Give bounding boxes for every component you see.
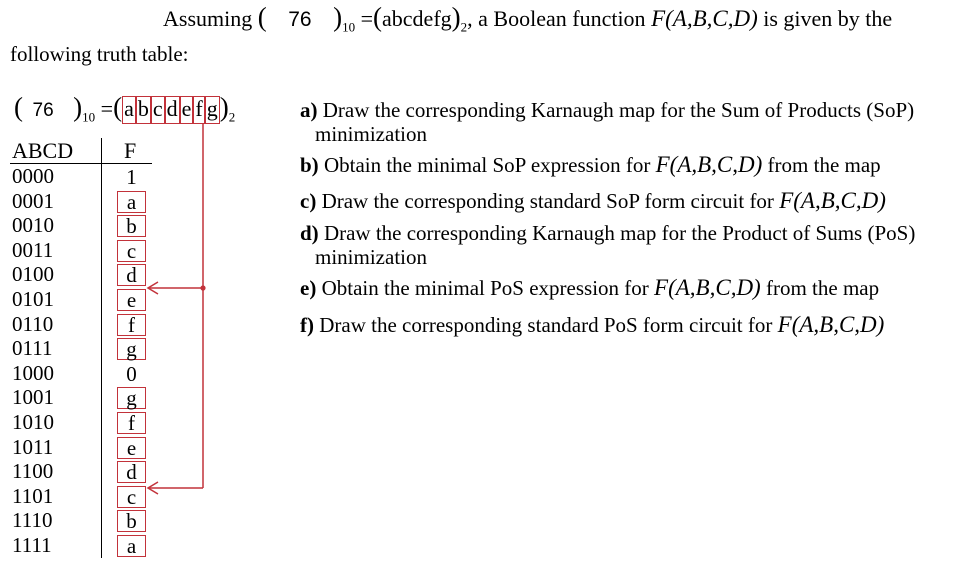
table-row-inputs: 1110 — [12, 508, 53, 533]
intro-line-2: following truth table: — [10, 42, 189, 66]
mapping-digit-box: a — [122, 96, 136, 124]
table-row-inputs: 1000 — [12, 360, 54, 385]
arrowhead-lower — [148, 482, 158, 494]
intro-middle: , a Boolean function — [467, 6, 646, 31]
table-header-inputs: ABCD — [12, 138, 74, 163]
mapping-digit-box: b — [136, 96, 151, 124]
question-text: Obtain the minimal SoP expression for — [323, 153, 651, 177]
question-text-continued: minimization — [315, 122, 427, 146]
table-row-output: 1 — [126, 165, 137, 189]
table-row-inputs: 0011 — [12, 237, 54, 262]
question-item — [300, 153, 881, 177]
table-row-inputs: 1001 — [12, 385, 54, 410]
question-item — [300, 221, 915, 269]
intro-binary-word: abcdefg — [382, 6, 452, 31]
question-text: Draw the corresponding Karnaugh map for the Product of Sums (PoS) — [323, 221, 916, 245]
table-row-inputs: 0110 — [12, 311, 54, 336]
mapping-digit-box: f — [193, 96, 204, 124]
table-row-inputs: 1100 — [12, 459, 54, 484]
table-row-inputs: 1101 — [12, 483, 54, 508]
mapping-digit-box: e — [180, 96, 194, 124]
table-row-inputs: 0001 — [12, 188, 54, 213]
question-text: Draw the corresponding Karnaugh map for the Sum of Products (SoP) — [322, 98, 915, 122]
question-after: from the map — [765, 276, 880, 300]
table-row-output: e — [117, 289, 146, 311]
intro-line-1 — [163, 4, 892, 42]
question-function: F(A,B,C,D) — [655, 152, 763, 177]
open-paren-2: ( — [373, 2, 383, 32]
intro-assuming: Assuming — [163, 6, 253, 31]
map-base2: 2 — [228, 109, 236, 125]
question-tag: d) — [300, 221, 319, 245]
close-paren-2: ) — [451, 2, 461, 32]
table-row-inputs: 0111 — [12, 336, 53, 361]
map-open-paren: ( — [14, 92, 23, 122]
map-number: 76 — [32, 100, 54, 121]
question-tag: f) — [300, 313, 314, 337]
table-row-output: a — [117, 535, 146, 557]
map-close-paren: ) — [73, 92, 83, 122]
table-row-output: 0 — [126, 361, 137, 386]
table-row-output: a — [117, 191, 146, 213]
table-row-output: g — [117, 387, 146, 409]
mapping-digits — [122, 96, 220, 121]
table-row-output: f — [117, 314, 146, 336]
table-row-inputs: 1011 — [12, 434, 54, 459]
question-after: from the map — [767, 153, 881, 177]
table-row-output: e — [117, 437, 146, 459]
intro-base2: 2 — [460, 19, 468, 35]
question-tag: c) — [300, 189, 317, 213]
question-text: Draw the corresponding standard SoP form circuit for — [321, 189, 774, 213]
map-close-paren-2: ) — [219, 92, 229, 122]
question-tag: e) — [300, 276, 317, 300]
table-row-inputs: 1111 — [12, 533, 52, 557]
question-text-continued: minimization — [315, 245, 427, 269]
mapping-digit-box: c — [151, 96, 165, 124]
intro-number: 76 — [288, 8, 312, 31]
map-equals: = — [100, 96, 114, 121]
table-row-output: b — [117, 510, 146, 532]
table-row-output: f — [117, 412, 146, 434]
question-function: F(A,B,C,D) — [654, 275, 761, 300]
map-open-paren-2: ( — [113, 92, 123, 122]
intro-tail: is given by the — [763, 6, 893, 31]
table-row-output: d — [117, 461, 146, 483]
mapping-line — [14, 94, 235, 132]
table-vertical-rule — [101, 138, 102, 558]
question-text: Draw the corresponding standard PoS form circuit for — [319, 313, 773, 337]
table-row-output: c — [117, 240, 146, 262]
open-paren: ( — [257, 2, 267, 32]
table-row-inputs: 1010 — [12, 410, 54, 434]
intro-function: F(A,B,C,D) — [651, 6, 758, 31]
table-row-output: d — [117, 264, 146, 286]
table-row-output: g — [117, 338, 146, 360]
table-row-inputs: 0101 — [12, 287, 54, 311]
close-paren: ) — [333, 2, 343, 32]
question-tag: a) — [300, 98, 318, 122]
question-item — [300, 98, 914, 146]
question-text: Obtain the minimal PoS expression for — [321, 276, 649, 300]
table-header-output: F — [124, 138, 137, 163]
table-row-inputs: 0100 — [12, 262, 54, 287]
equals-sign: = — [360, 6, 374, 31]
question-tag: b) — [300, 153, 319, 177]
mapping-digit-box: d — [165, 96, 180, 124]
table-row-output: c — [117, 486, 146, 508]
question-item — [300, 189, 886, 213]
question-function: F(A,B,C,D) — [779, 188, 886, 213]
table-row-output: b — [117, 215, 146, 237]
arrowhead-upper — [148, 282, 158, 294]
question-item — [300, 276, 879, 300]
intro-base10: 10 — [342, 19, 356, 35]
connector-junction-dot — [200, 285, 205, 290]
table-row-inputs: 0010 — [12, 213, 54, 238]
mapping-digit-box: g — [205, 96, 220, 124]
map-base10: 10 — [82, 109, 96, 125]
question-item — [300, 313, 884, 337]
table-row-inputs: 0000 — [12, 164, 54, 188]
question-function: F(A,B,C,D) — [777, 312, 885, 337]
